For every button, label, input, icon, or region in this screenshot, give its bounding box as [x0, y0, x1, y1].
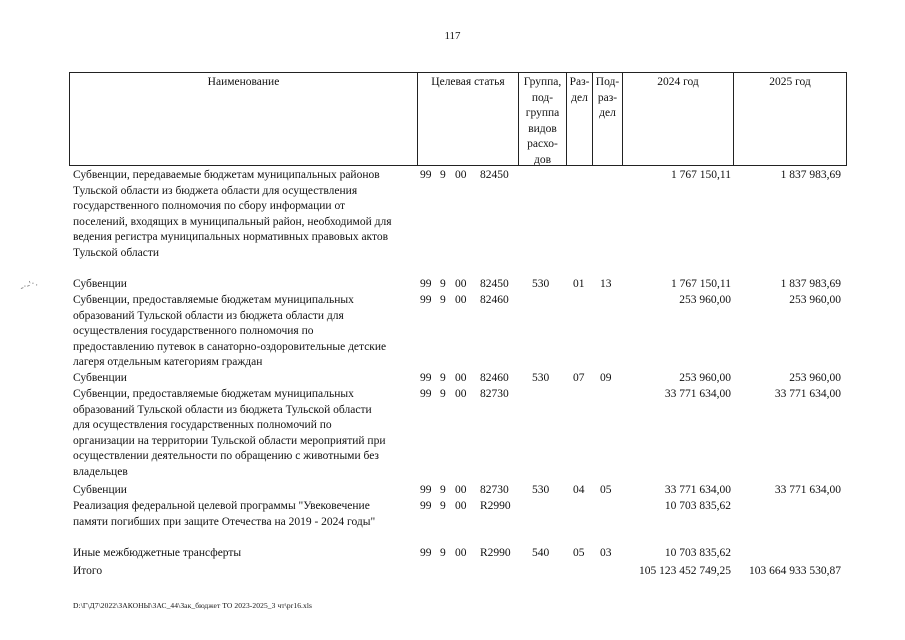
- target-code-subprogram: 00: [455, 547, 467, 559]
- row-name-line: предоставлению путевок в санаторно-оздоровительные детские: [73, 340, 387, 353]
- target-code-program: 99: [420, 169, 432, 181]
- amount-2025: 33 771 634,00: [774, 388, 841, 400]
- amount-2024: 1 767 150,11: [671, 169, 731, 181]
- row-name-line: организации на территории Тульской области мероприятий при: [73, 434, 386, 447]
- target-code-subprogram: 00: [455, 372, 467, 384]
- header-target-article: Целевая статья: [418, 73, 519, 165]
- target-code-direction: 9: [440, 294, 446, 306]
- target-code-program: 99: [420, 547, 432, 559]
- amount-2025: 253 960,00: [789, 372, 841, 384]
- header-subsection: [593, 73, 623, 165]
- amount-2024: 1 767 150,11: [671, 278, 731, 290]
- amount-2024: 33 771 634,00: [664, 388, 731, 400]
- amount-2024: 253 960,00: [679, 294, 731, 306]
- row-name: [73, 483, 418, 499]
- target-code-program: 99: [420, 278, 432, 290]
- margin-pencil-mark: -·-'·.: [18, 277, 39, 294]
- row-name-line: для осуществления государственных полномочий по: [73, 419, 332, 431]
- header-group: [519, 73, 567, 165]
- target-code-direction: 9: [440, 547, 446, 559]
- target-code-item: R2990: [480, 547, 511, 559]
- row-name-line: Тульской области из бюджета области для осуществления: [73, 184, 358, 197]
- header-section-line: дел: [571, 91, 588, 104]
- row-name: [73, 168, 418, 261]
- amount-2025: 1 837 983,69: [780, 169, 841, 181]
- header-group-line: расхо-: [527, 138, 558, 150]
- target-code-item: 82450: [480, 169, 509, 181]
- amount-2024: 105 123 452 749,25: [639, 565, 731, 577]
- expense-group: 530: [532, 484, 550, 496]
- expense-group: 530: [532, 278, 550, 290]
- amount-2025: 103 664 933 530,87: [749, 565, 841, 577]
- table-header: [69, 72, 847, 166]
- file-path: D:\Г\Д7\2022\ЗАКОНЫ\ЗАС_44\Зак_бюджет ТО 2023-2025_3 чт\pr16.xls: [73, 601, 313, 610]
- header-year-2025: 2025 год: [769, 76, 811, 88]
- target-code-direction: 9: [440, 169, 446, 181]
- row-name-line: образований Тульской области из бюджета области для: [73, 309, 344, 322]
- row-name: [73, 277, 418, 293]
- target-code-direction: 9: [440, 388, 446, 400]
- amount-2024: 253 960,00: [679, 372, 731, 384]
- row-name: [73, 546, 418, 562]
- row-name-line: Субвенции, предоставляемые бюджетам муниципальных: [73, 388, 354, 400]
- target-code-program: 99: [420, 388, 432, 400]
- row-name: [73, 371, 418, 387]
- row-name: [73, 387, 418, 480]
- target-code-direction: 9: [440, 484, 446, 496]
- row-name-line: памяти погибших при защите Отечества на 2019 - 2024 годы": [73, 515, 376, 528]
- row-name-line: Итого: [73, 565, 103, 577]
- expense-group: 540: [532, 547, 550, 559]
- row-name-line: поселений, входящих в муниципальный район, необходимой для: [73, 215, 392, 228]
- target-code-item: 82460: [480, 294, 509, 306]
- amount-2025: 1 837 983,69: [780, 278, 841, 290]
- target-code-direction: 9: [440, 372, 446, 384]
- target-code-subprogram: 00: [455, 484, 467, 496]
- header-section: [567, 73, 593, 165]
- target-code-item: 82730: [480, 484, 509, 496]
- section-code: 04: [573, 484, 585, 496]
- row-name-line: Субвенции, предоставляемые бюджетам муниципальных: [73, 294, 354, 306]
- header-subsection-line: раз-: [597, 91, 618, 104]
- row-name-line: Иные межбюджетные трансферты: [73, 547, 242, 559]
- row-name-line: государственного полномочия по сбору информации от: [73, 200, 346, 212]
- page-number: 117: [444, 30, 461, 42]
- row-name-line: Тульской области: [73, 246, 160, 259]
- subsection-code: 09: [600, 372, 612, 384]
- target-code-subprogram: 00: [455, 500, 467, 512]
- header-group-line: видов: [528, 122, 557, 135]
- target-code-direction: 9: [440, 278, 446, 290]
- target-code-program: 99: [420, 294, 432, 306]
- section-code: 07: [573, 372, 585, 384]
- row-name-line: образований Тульской области из бюджета Тульской области: [73, 403, 372, 416]
- row-name-line: Субвенции: [73, 278, 127, 290]
- subsection-code: 03: [600, 547, 612, 559]
- row-name-line: осуществлении деятельности по обращению с животными без: [73, 450, 379, 462]
- subsection-code: 13: [600, 278, 612, 290]
- amount-2024: 10 703 835,62: [664, 547, 731, 559]
- target-code-item: R2990: [480, 500, 511, 512]
- header-name: Наименование: [70, 73, 418, 165]
- row-name-line: осуществления государственного полномочия по: [73, 325, 314, 337]
- header-year-2024: 2024 год: [623, 73, 734, 165]
- target-code-item: 82450: [480, 278, 509, 290]
- target-code-subprogram: 00: [455, 169, 467, 181]
- header-group-line: дов: [533, 153, 552, 166]
- header-group-line: Группа,: [523, 76, 562, 88]
- row-name: [73, 293, 418, 371]
- target-code-direction: 9: [440, 500, 446, 512]
- row-name-line: владельцев: [73, 465, 128, 478]
- header-group-line: под-: [531, 91, 554, 104]
- row-name-line: Субвенции: [73, 372, 127, 384]
- target-code-program: 99: [420, 484, 432, 496]
- target-code-subprogram: 00: [455, 388, 467, 400]
- header-section-line: Раз-: [569, 76, 590, 88]
- subsection-code: 05: [600, 484, 612, 496]
- row-name: [73, 499, 418, 530]
- expense-group: 530: [532, 372, 550, 384]
- target-code-subprogram: 00: [455, 294, 467, 306]
- amount-2025: 33 771 634,00: [774, 484, 841, 496]
- section-code: 01: [573, 278, 585, 290]
- target-code-program: 99: [420, 500, 432, 512]
- row-name-line: Субвенции: [73, 484, 127, 496]
- header-group-line: группа: [525, 107, 560, 119]
- section-code: 05: [573, 547, 585, 559]
- amount-2024: 33 771 634,00: [664, 484, 731, 496]
- amount-2025: 253 960,00: [789, 294, 841, 306]
- header-subsection-line: Под-: [595, 76, 620, 88]
- row-name-line: лагеря отдельным категориям граждан: [73, 356, 263, 368]
- target-code-subprogram: 00: [455, 278, 467, 290]
- target-code-program: 99: [420, 372, 432, 384]
- header-subsection-line: дел: [599, 107, 616, 119]
- row-name-line: Субвенции, передаваемые бюджетам муниципальных районов: [73, 169, 380, 181]
- target-code-item: 82460: [480, 372, 509, 384]
- amount-2024: 10 703 835,62: [664, 500, 731, 512]
- row-name-line: Реализация федеральной целевой программы "Увековечение: [73, 500, 370, 512]
- row-name-line: ведения регистра муниципальных нормативных правовых актов: [73, 231, 389, 243]
- row-name: [73, 564, 418, 580]
- target-code-item: 82730: [480, 388, 509, 400]
